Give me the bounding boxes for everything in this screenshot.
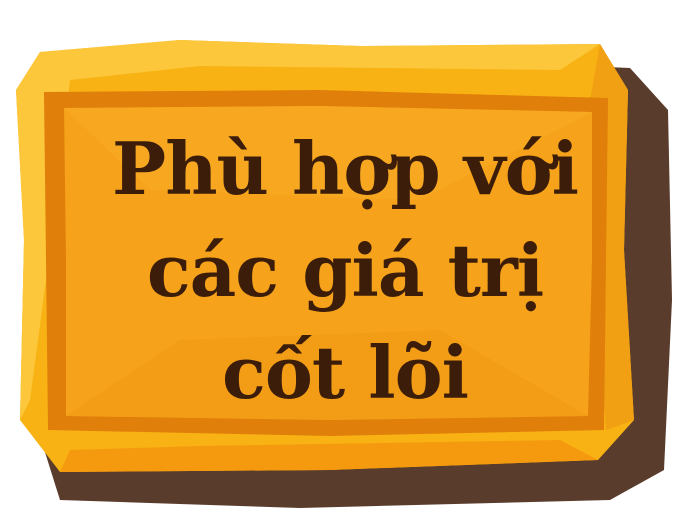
sign-text (80, 118, 610, 424)
sign-line-3: cốt lõi (222, 330, 468, 415)
sign-line-1: Phù hợp với (112, 126, 578, 211)
sign-line-2: các giá trị (146, 228, 544, 313)
